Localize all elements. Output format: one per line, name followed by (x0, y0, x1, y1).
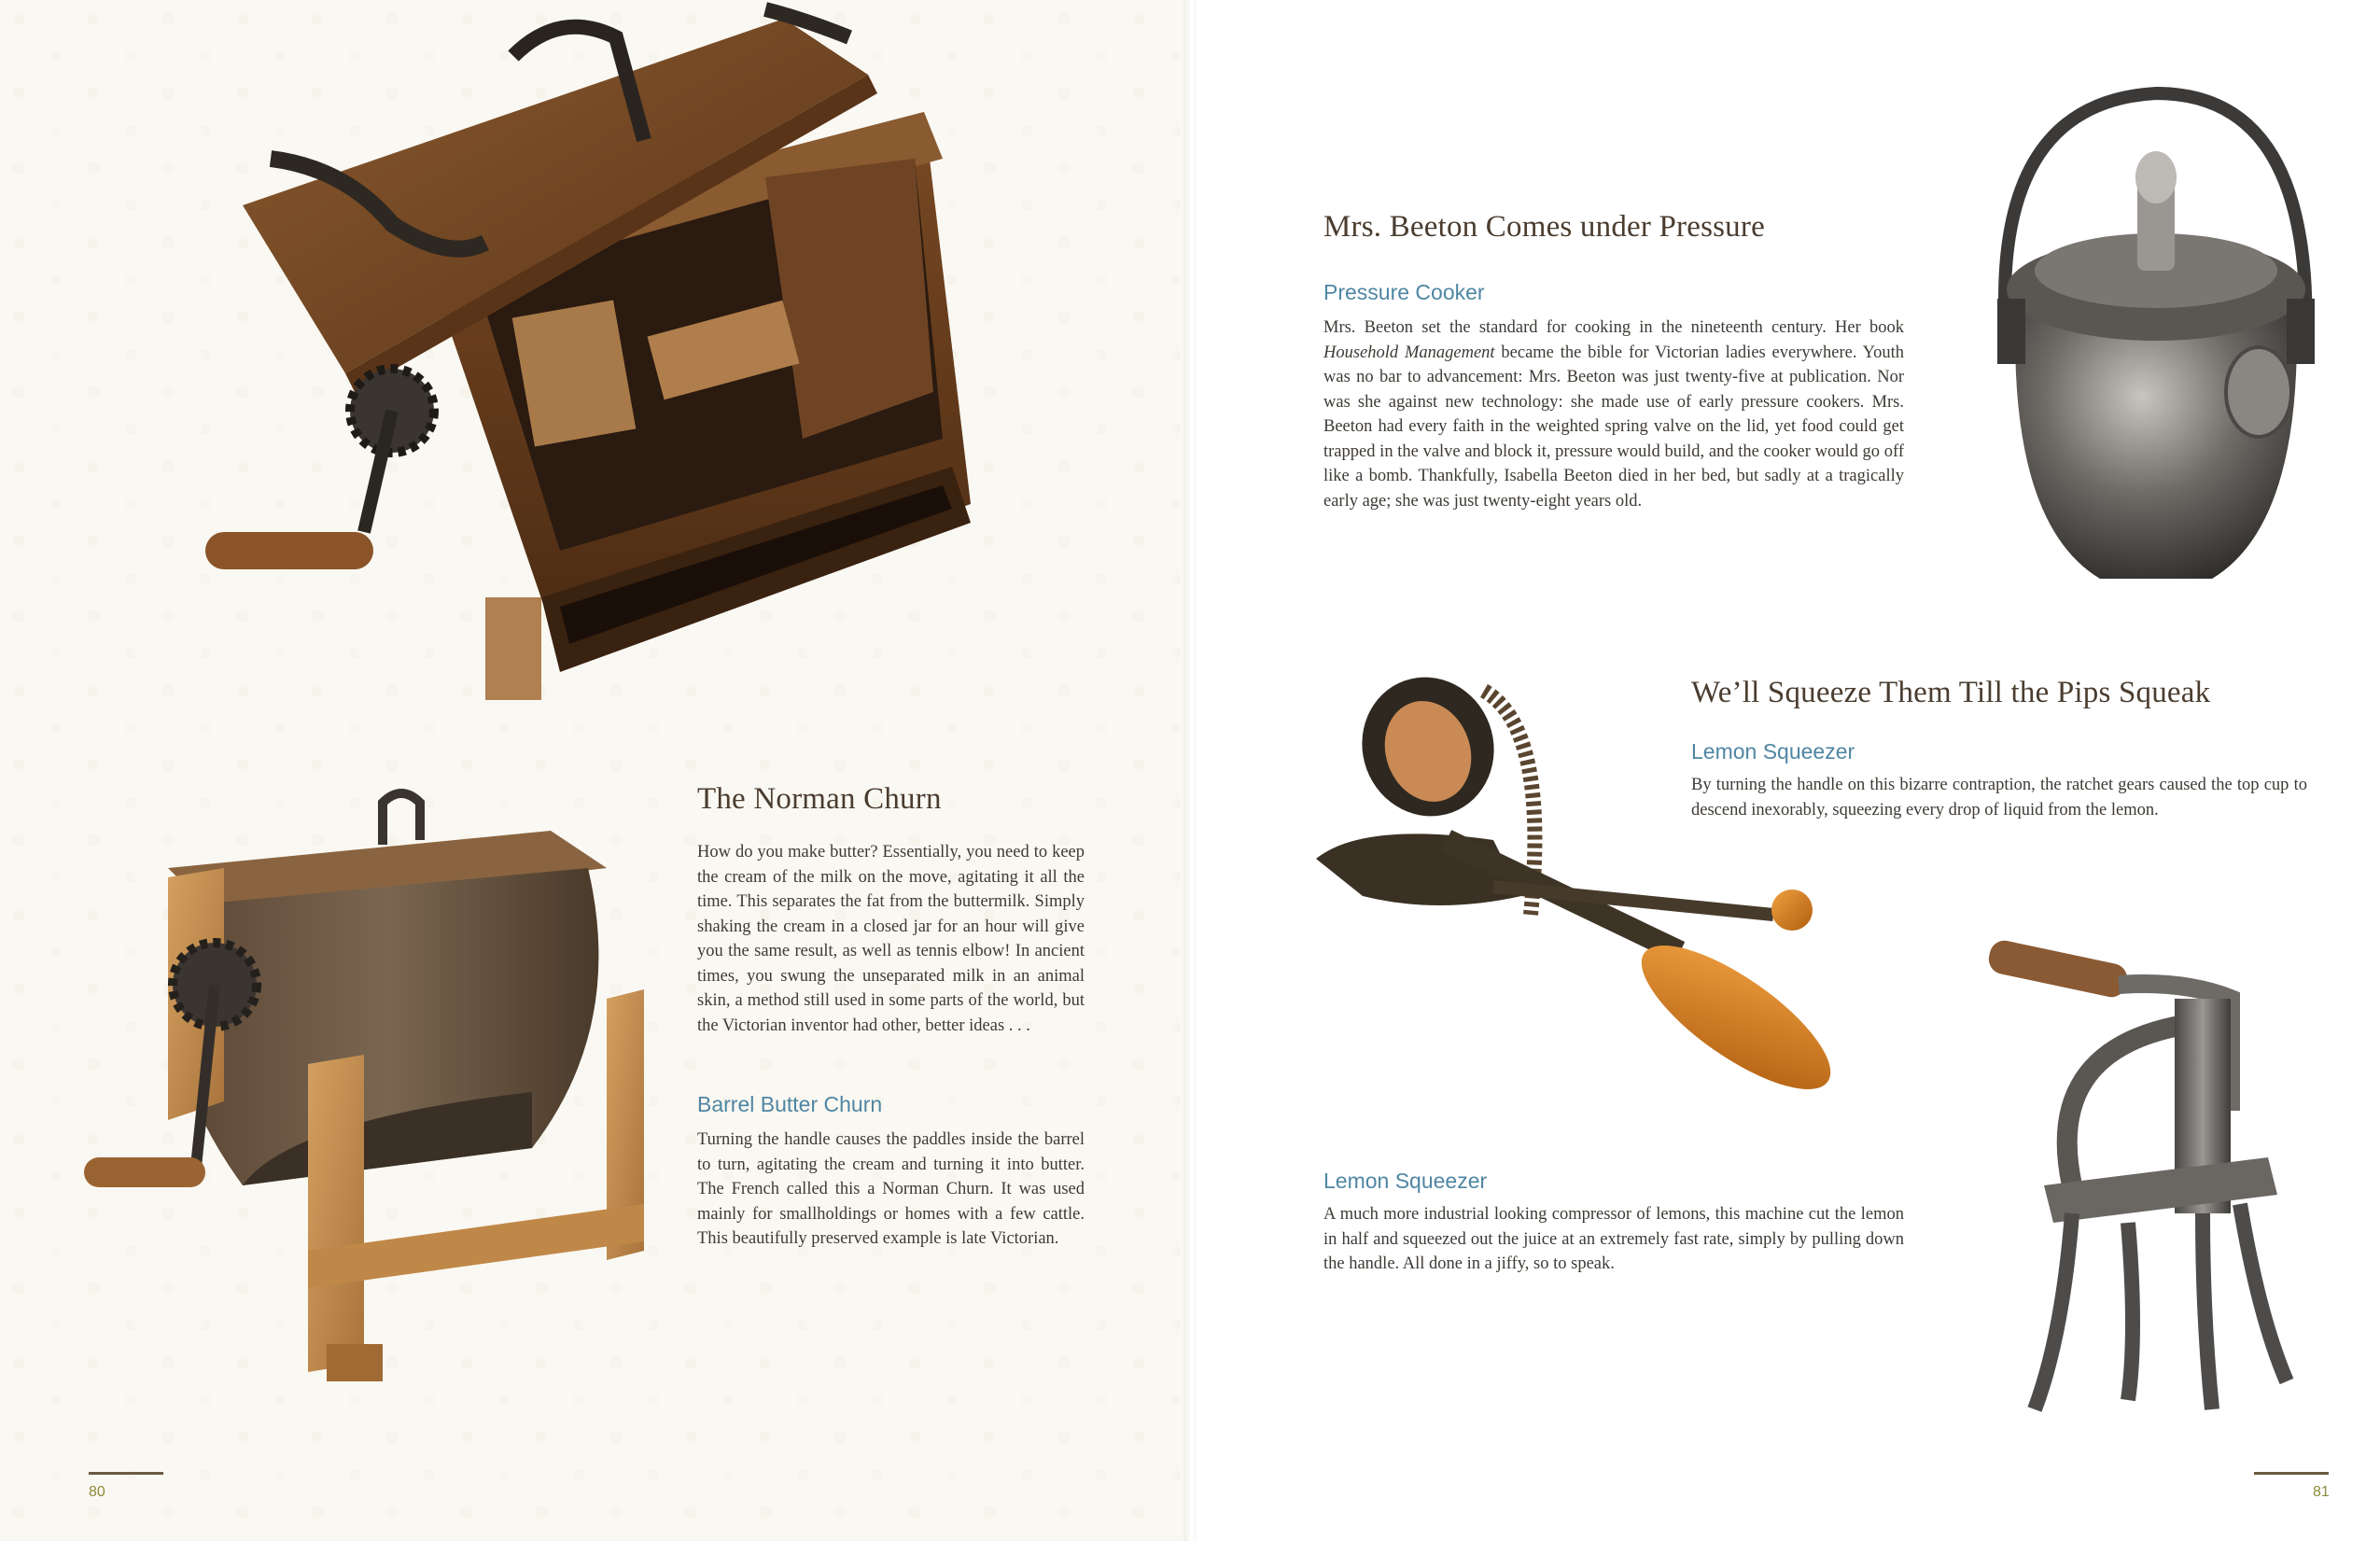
norman-churn-title: The Norman Churn (697, 782, 942, 816)
pressure-cooker-body (1323, 315, 1904, 513)
hand-lemon-squeezer-photo (1307, 672, 1848, 1111)
right-folio-rule (2254, 1472, 2329, 1475)
gutter (1183, 0, 1197, 1541)
right-page-number: 81 (2313, 1484, 2330, 1500)
lemon-squeezer-text-1: By turning the handle on this bizarre contraption, the ratchet gears caused the top cup to descend inexorably, squeezing every drop of liquid from the lemon. (1691, 776, 2307, 820)
lemon-squeezer-text-2: A much more industrial looking compressor of lemons, this machine cut the lemon in half and squeezed out the juice at an extremely fast rate, simply by pulling down the handle. All done in a jiffy, so to speak. (1323, 1205, 1904, 1273)
pressure-cooker-section-title: Mrs. Beeton Comes under Pressure (1323, 210, 1765, 244)
lemon-squeezer-subhead-2: Lemon Squeezer (1323, 1169, 1488, 1193)
barrel-butter-churn-caption: Turning the handle causes the paddles inside the barrel to turn, agitating the cream and turning it into butter. The French called this a Norman Churn. It was used mainly for smallholdings or homes with a few cattle. This beautifully preserved example is late Victorian. (697, 1130, 1085, 1248)
pressure-cooker-body-start: Mrs. Beeton set the standard for cooking in the nineteenth century. Her book (1323, 318, 1904, 337)
lemon-squeezer-section-title: We’ll Squeeze Them Till the Pips Squeak (1691, 676, 2211, 709)
lever-lemon-press-photo (1988, 943, 2315, 1428)
pressure-cooker-photo (1979, 84, 2333, 597)
barrel-butter-churn-subhead: Barrel Butter Churn (697, 1092, 883, 1116)
pressure-cooker-subhead: Pressure Cooker (1323, 280, 1485, 304)
left-page-number: 80 (89, 1484, 105, 1500)
household-management-title: Household Management (1323, 343, 1495, 362)
pressure-cooker-body-rest: became the bible for Victorian ladies everywhere. Youth was no bar to advancement: Mrs. Beeton was just twenty-five at publication. Nor was she against new technology: she made use of early pressure cookers. Mrs. Beeton had every faith in the weighted spring valve on the lid, yet food could get trapped in the valve and block it, pressure would build, and the cooker would go off like a bomb. Thankfully, Isabella Beeton died in her bed, but sadly at a tragically early age; she was just twenty-eight years old. (1323, 343, 1904, 511)
lemon-squeezer-subhead-1: Lemon Squeezer (1691, 739, 1855, 763)
left-folio-rule (89, 1472, 163, 1475)
barrel-churn-photo (84, 784, 644, 1344)
box-churn-photo (205, 0, 1045, 719)
norman-churn-intro: How do you make butter? Essentially, you need to keep the cream of the milk on the move, agitating it all the time. This separates the fat from the buttermilk. Simply shaking the cream in a closed jar for an hour will give you the same result, as well as tennis elbow! In ancient times, you swung the unseparated milk in an animal skin, a method still used in some parts of the world, but the Victorian inventor had other, better ideas . . . (697, 843, 1085, 1035)
